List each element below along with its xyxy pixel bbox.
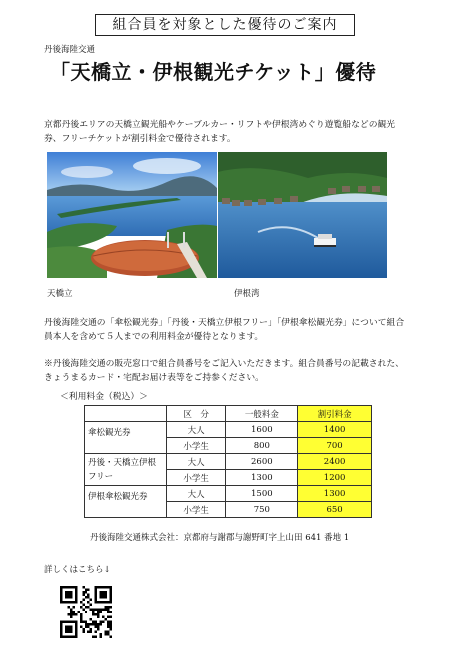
note-text: ※丹後海陸交通の販売窓口で組合員番号をご記入いただきます。組合員番号の記載された、きょうまるカード・宅配お届け表等をご持参ください。 [44, 359, 404, 383]
company-name: 丹後海陸交通 [44, 45, 96, 55]
intro-text: 京都丹後エリアの天橋立観光船やケーブルカー・リフトや伊根湾めぐり遊覧船などの観光券、フリーチケットが割引料金で優待されます。 [44, 120, 396, 144]
company-address: 丹後海陸交通株式会社：京都府与謝郡与謝野町字上山田 641 番地 1 [90, 533, 350, 543]
discount-price: 1400 [298, 422, 372, 438]
fare-table [84, 405, 372, 518]
ticket-name: 傘松観光券 [85, 422, 167, 454]
discount-price: 2400 [298, 454, 372, 470]
regular-price: 750 [226, 502, 298, 518]
table-row [85, 486, 372, 502]
boxed-title: 組合員を対象とした優待のご案内 [95, 14, 355, 36]
category-cell: 大人 [166, 486, 226, 502]
discount-price: 700 [298, 438, 372, 454]
header-category: 区 分 [166, 406, 226, 422]
regular-price: 2600 [226, 454, 298, 470]
header-regular: 一般料金 [226, 406, 298, 422]
eligibility-text: 丹後海陸交通の「傘松観光券」「丹後・天橋立伊根フリー」「伊根傘松観光券」について組合員本人を含めて５人までの利用料金が優待となります。 [44, 318, 405, 342]
regular-price: 1500 [226, 486, 298, 502]
ticket-name: 伊根傘松観光券 [85, 486, 167, 518]
amanohashidate-viewpoint-photo [47, 152, 217, 278]
category-cell: 小学生 [166, 502, 226, 518]
photo-caption-ine: 伊根湾 [234, 289, 260, 299]
header-discount: 割引料金 [298, 406, 372, 422]
discount-price: 650 [298, 502, 372, 518]
ine-bay-photo [218, 152, 387, 278]
regular-price: 1600 [226, 422, 298, 438]
qr-code[interactable] [60, 586, 112, 638]
page-title: 「天橋立・伊根観光チケット」優待 [50, 60, 377, 84]
table-row [85, 454, 372, 470]
discount-price: 1300 [298, 486, 372, 502]
table-caption: ＜利用料金（税込）＞ [60, 392, 148, 402]
discount-price: 1200 [298, 470, 372, 486]
qr-code-icon[interactable] [60, 586, 112, 638]
amanohashidate-photo [47, 152, 217, 278]
table-header-row [85, 406, 372, 422]
more-info-text: 詳しくはこちら↓ [44, 565, 111, 575]
regular-price: 1300 [226, 470, 298, 486]
category-cell: 大人 [166, 454, 226, 470]
header-blank [85, 406, 167, 422]
ine-bay-boat-photo [218, 152, 387, 278]
category-cell: 大人 [166, 422, 226, 438]
regular-price: 800 [226, 438, 298, 454]
photo-caption-amanohashidate: 天橋立 [47, 289, 73, 299]
category-cell: 小学生 [166, 470, 226, 486]
category-cell: 小学生 [166, 438, 226, 454]
ticket-name: 丹後・天橋立伊根フリー [85, 454, 167, 486]
table-row [85, 422, 372, 438]
